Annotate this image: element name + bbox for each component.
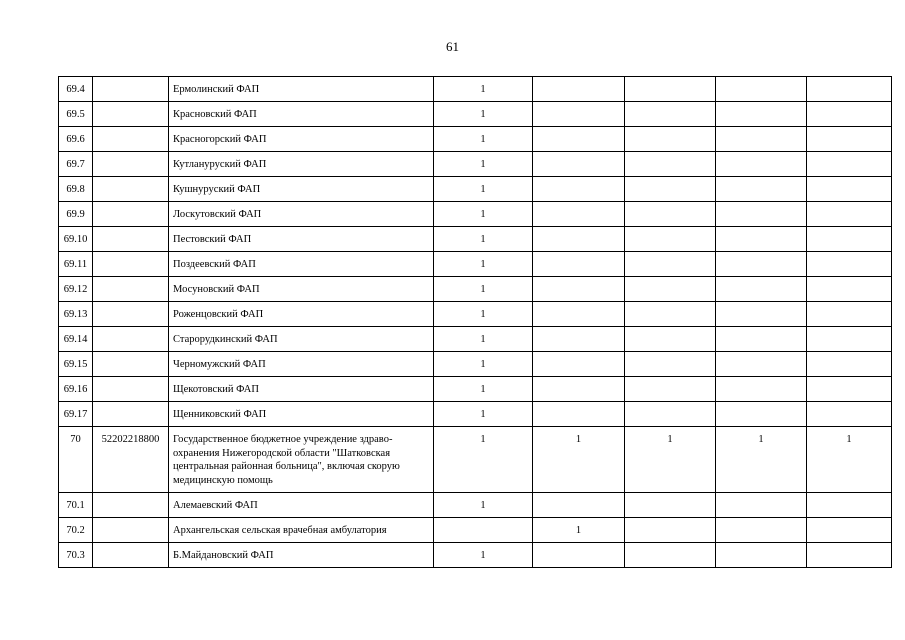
value-cell-1: 1 [434, 177, 533, 202]
value-cell-4 [716, 177, 807, 202]
row-code [93, 518, 169, 543]
row-code [93, 402, 169, 427]
value-cell-4 [716, 102, 807, 127]
table-row [59, 518, 892, 543]
value-cell-5 [807, 377, 892, 402]
table-body [59, 77, 892, 568]
value-cell-3 [625, 152, 716, 177]
value-cell-1 [434, 518, 533, 543]
row-number: 69.14 [59, 327, 93, 352]
value-cell-5 [807, 277, 892, 302]
facility-name: Щекотовский ФАП [169, 377, 434, 402]
value-cell-2 [533, 352, 625, 377]
facility-name: Кушнуруский ФАП [169, 177, 434, 202]
table-row [59, 377, 892, 402]
value-cell-1: 1 [434, 252, 533, 277]
row-code [93, 227, 169, 252]
row-number: 69.7 [59, 152, 93, 177]
table-row [59, 202, 892, 227]
row-number: 69.10 [59, 227, 93, 252]
value-cell-1: 1 [434, 127, 533, 152]
table-row [59, 277, 892, 302]
value-cell-4: 1 [716, 427, 807, 493]
row-code [93, 252, 169, 277]
value-cell-3 [625, 493, 716, 518]
value-cell-3 [625, 377, 716, 402]
value-cell-5 [807, 518, 892, 543]
value-cell-3 [625, 518, 716, 543]
value-cell-4 [716, 77, 807, 102]
value-cell-5 [807, 227, 892, 252]
value-cell-5: 1 [807, 427, 892, 493]
row-code [93, 177, 169, 202]
row-number: 69.8 [59, 177, 93, 202]
row-number: 69.17 [59, 402, 93, 427]
value-cell-2 [533, 152, 625, 177]
table-row [59, 302, 892, 327]
value-cell-5 [807, 102, 892, 127]
row-code [93, 327, 169, 352]
row-number: 70.3 [59, 543, 93, 568]
value-cell-5 [807, 252, 892, 277]
table-row [59, 77, 892, 102]
table-row [59, 352, 892, 377]
facility-name: Лоскутовский ФАП [169, 202, 434, 227]
value-cell-3 [625, 177, 716, 202]
facility-name: Роженцовский ФАП [169, 302, 434, 327]
value-cell-2 [533, 277, 625, 302]
row-code [93, 302, 169, 327]
value-cell-1: 1 [434, 77, 533, 102]
facility-table [58, 76, 892, 568]
value-cell-4 [716, 277, 807, 302]
value-cell-1: 1 [434, 352, 533, 377]
row-number: 69.16 [59, 377, 93, 402]
value-cell-5 [807, 493, 892, 518]
value-cell-2 [533, 202, 625, 227]
value-cell-3 [625, 77, 716, 102]
row-code [93, 102, 169, 127]
value-cell-3 [625, 102, 716, 127]
table-row [59, 152, 892, 177]
row-number: 69.15 [59, 352, 93, 377]
row-number: 69.5 [59, 102, 93, 127]
value-cell-3 [625, 227, 716, 252]
value-cell-1: 1 [434, 202, 533, 227]
value-cell-2 [533, 402, 625, 427]
value-cell-5 [807, 77, 892, 102]
page-number: 61 [446, 39, 459, 54]
value-cell-2 [533, 302, 625, 327]
value-cell-3 [625, 127, 716, 152]
row-code: 52202218800 [93, 427, 169, 493]
value-cell-2 [533, 543, 625, 568]
value-cell-2 [533, 77, 625, 102]
value-cell-4 [716, 127, 807, 152]
table-row [59, 493, 892, 518]
value-cell-4 [716, 252, 807, 277]
value-cell-2 [533, 127, 625, 152]
value-cell-3 [625, 402, 716, 427]
value-cell-3 [625, 327, 716, 352]
facility-name: Мосуновский ФАП [169, 277, 434, 302]
row-number: 69.4 [59, 77, 93, 102]
value-cell-5 [807, 543, 892, 568]
value-cell-2 [533, 102, 625, 127]
table-row [59, 127, 892, 152]
value-cell-5 [807, 152, 892, 177]
value-cell-3 [625, 352, 716, 377]
value-cell-3 [625, 277, 716, 302]
value-cell-5 [807, 177, 892, 202]
row-number: 69.11 [59, 252, 93, 277]
value-cell-1: 1 [434, 327, 533, 352]
row-number: 69.9 [59, 202, 93, 227]
value-cell-1: 1 [434, 152, 533, 177]
value-cell-4 [716, 518, 807, 543]
value-cell-1: 1 [434, 402, 533, 427]
value-cell-1: 1 [434, 493, 533, 518]
value-cell-5 [807, 352, 892, 377]
row-number: 69.12 [59, 277, 93, 302]
facility-name: Архангельская сельская врачебная амбулатория [169, 518, 434, 543]
value-cell-2 [533, 377, 625, 402]
value-cell-1: 1 [434, 302, 533, 327]
value-cell-4 [716, 402, 807, 427]
table-row [59, 327, 892, 352]
value-cell-5 [807, 127, 892, 152]
value-cell-5 [807, 327, 892, 352]
row-code [93, 543, 169, 568]
table-row [59, 227, 892, 252]
value-cell-2: 1 [533, 518, 625, 543]
value-cell-1: 1 [434, 377, 533, 402]
value-cell-4 [716, 543, 807, 568]
table-row [59, 427, 892, 493]
row-number: 70.1 [59, 493, 93, 518]
row-code [93, 377, 169, 402]
row-code [93, 127, 169, 152]
value-cell-1: 1 [434, 277, 533, 302]
value-cell-3 [625, 543, 716, 568]
value-cell-4 [716, 202, 807, 227]
row-code [93, 77, 169, 102]
facility-name: Поздеевский ФАП [169, 252, 434, 277]
value-cell-2: 1 [533, 427, 625, 493]
row-number: 70 [59, 427, 93, 493]
value-cell-5 [807, 202, 892, 227]
facility-name: Государственное бюджетное учреждение здраво-охранения Нижегородской области "Шатковская центральная районная больница", включая скорую медицинскую помощь [169, 427, 434, 493]
value-cell-4 [716, 377, 807, 402]
row-number: 69.13 [59, 302, 93, 327]
facility-name: Б.Майдановский ФАП [169, 543, 434, 568]
facility-name: Щенниковский ФАП [169, 402, 434, 427]
facility-name: Красновский ФАП [169, 102, 434, 127]
facility-name: Кутлануруский ФАП [169, 152, 434, 177]
value-cell-1: 1 [434, 543, 533, 568]
value-cell-4 [716, 152, 807, 177]
table-row [59, 543, 892, 568]
facility-name: Алемаевский ФАП [169, 493, 434, 518]
value-cell-4 [716, 327, 807, 352]
row-code [93, 152, 169, 177]
facility-name: Черномужский ФАП [169, 352, 434, 377]
value-cell-2 [533, 177, 625, 202]
value-cell-1: 1 [434, 227, 533, 252]
value-cell-3 [625, 202, 716, 227]
value-cell-4 [716, 227, 807, 252]
value-cell-2 [533, 327, 625, 352]
value-cell-5 [807, 402, 892, 427]
row-number: 70.2 [59, 518, 93, 543]
table-row [59, 252, 892, 277]
row-code [93, 202, 169, 227]
value-cell-2 [533, 227, 625, 252]
row-code [93, 352, 169, 377]
value-cell-4 [716, 302, 807, 327]
value-cell-3 [625, 302, 716, 327]
value-cell-1: 1 [434, 427, 533, 493]
facility-name: Ермолинский ФАП [169, 77, 434, 102]
row-number: 69.6 [59, 127, 93, 152]
facility-name: Красногорский ФАП [169, 127, 434, 152]
facility-name: Пестовский ФАП [169, 227, 434, 252]
value-cell-3 [625, 252, 716, 277]
value-cell-4 [716, 352, 807, 377]
value-cell-4 [716, 493, 807, 518]
table-row [59, 177, 892, 202]
table-row [59, 102, 892, 127]
value-cell-5 [807, 302, 892, 327]
row-code [93, 277, 169, 302]
row-code [93, 493, 169, 518]
value-cell-2 [533, 493, 625, 518]
table-row [59, 402, 892, 427]
value-cell-3: 1 [625, 427, 716, 493]
value-cell-1: 1 [434, 102, 533, 127]
value-cell-2 [533, 252, 625, 277]
facility-name: Старорудкинский ФАП [169, 327, 434, 352]
